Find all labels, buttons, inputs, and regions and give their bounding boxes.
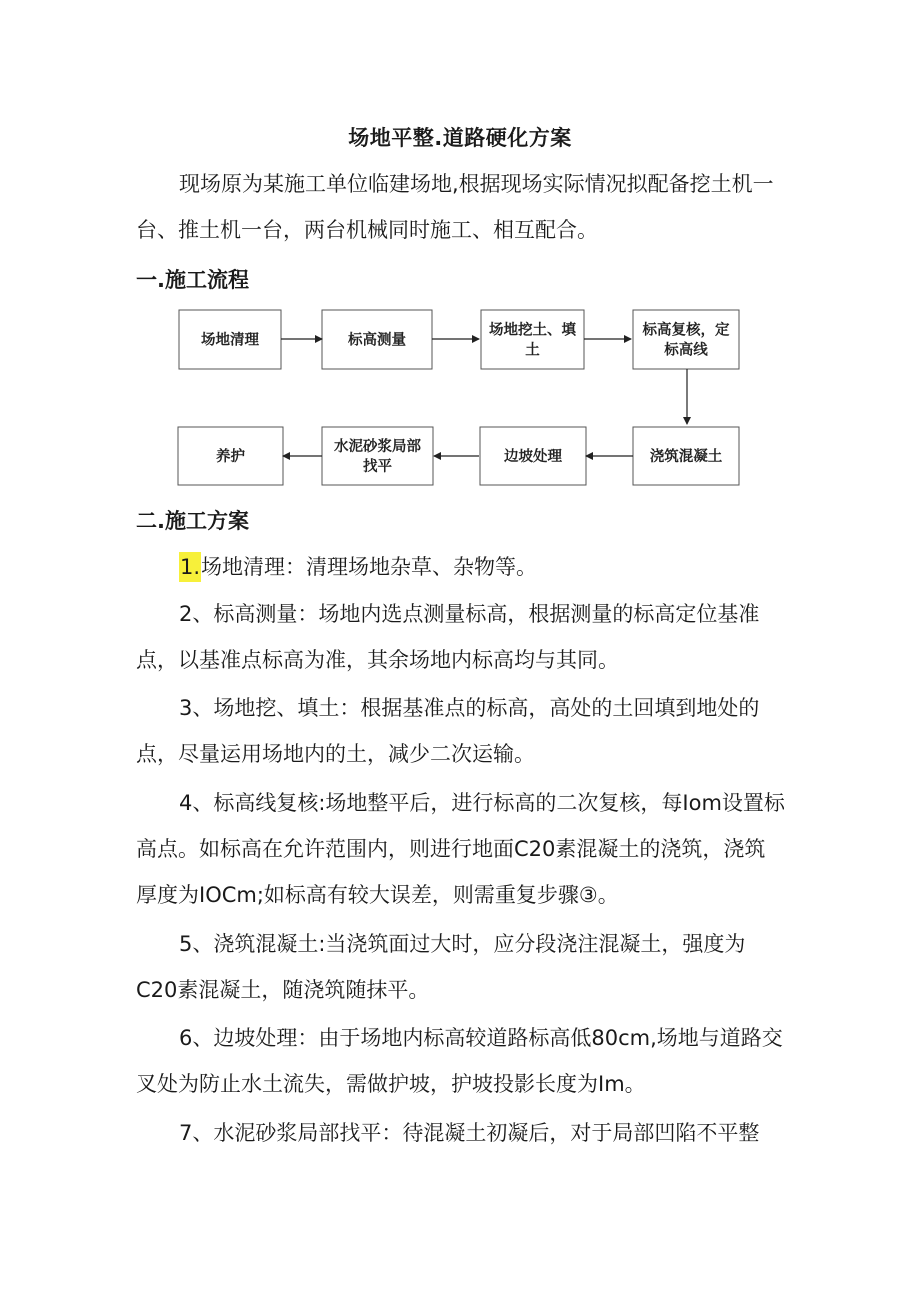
item1-number-highlight: 1. xyxy=(179,552,201,582)
flow-box-label: 水泥砂浆局部 xyxy=(334,439,421,455)
flow-box-label: 标高复核，定 xyxy=(642,322,730,339)
flow-box-label: 边坡处理 xyxy=(504,449,562,465)
flow-box-label: 场地清理 xyxy=(201,332,259,349)
intro-paragraph: 现场原为某施工单位临建场地,根据现场实际情况拟配备挖土机一台、推土机一台，两台机械同时施工、相互配合。 xyxy=(136,172,774,242)
item1-text: 场地清理：清理场地杂草、杂物等。 xyxy=(201,555,538,579)
flow-box-label: 标高线 xyxy=(664,342,708,359)
plan-item-3: 3、场地挖、填土：根据基准点的标高，高处的土回填到地处的点，尽量运用场地内的土，减少二次运输。 xyxy=(136,696,760,766)
flow-box-label: 找平 xyxy=(363,459,392,475)
plan-item-5: 5、浇筑混凝土:当浇筑面过大时，应分段浇注混凝土，强度为C20素混凝土，随浇筑随抹平。 xyxy=(136,932,746,1002)
section2-heading: 二.施工方案 xyxy=(136,509,249,533)
flow-box xyxy=(322,427,433,485)
flow-box xyxy=(481,310,584,369)
flow-box xyxy=(633,310,739,369)
document-title: 场地平整.道路硬化方案 xyxy=(348,126,572,150)
flow-box-label: 浇筑混凝土 xyxy=(649,449,723,465)
flow-box-label: 土 xyxy=(525,342,540,359)
plan-item-7: 7、水泥砂浆局部找平：待混凝土初凝后，对于局部凹陷不平整 xyxy=(179,1121,760,1145)
plan-item-1 xyxy=(136,544,786,590)
section1-heading: 一.施工流程 xyxy=(136,268,249,292)
plan-item-2: 2、标高测量：场地内选点测量标高，根据测量的标高定位基准点，以基准点标高为准，其余场地内标高均与其同。 xyxy=(136,602,760,672)
flow-box-label: 养护 xyxy=(216,449,245,465)
flow-box-label: 场地挖土、填 xyxy=(489,322,576,339)
plan-item-4: 4、标高线复核:场地整平后，进行标高的二次复核，每Iom设置标高点。如标高在允许范围内，则进行地面C20素混凝土的浇筑，浇筑厚度为IOCm;如标高有较大误差，则需重复步骤③。 xyxy=(136,791,785,907)
plan-item-6: 6、边坡处理：由于场地内标高较道路标高低80cm,场地与道路交叉处为防止水土流失，需做护坡，护坡投影长度为Im。 xyxy=(136,1026,783,1096)
construction-flowchart xyxy=(0,0,920,500)
flow-box-label: 标高测量 xyxy=(348,332,406,349)
